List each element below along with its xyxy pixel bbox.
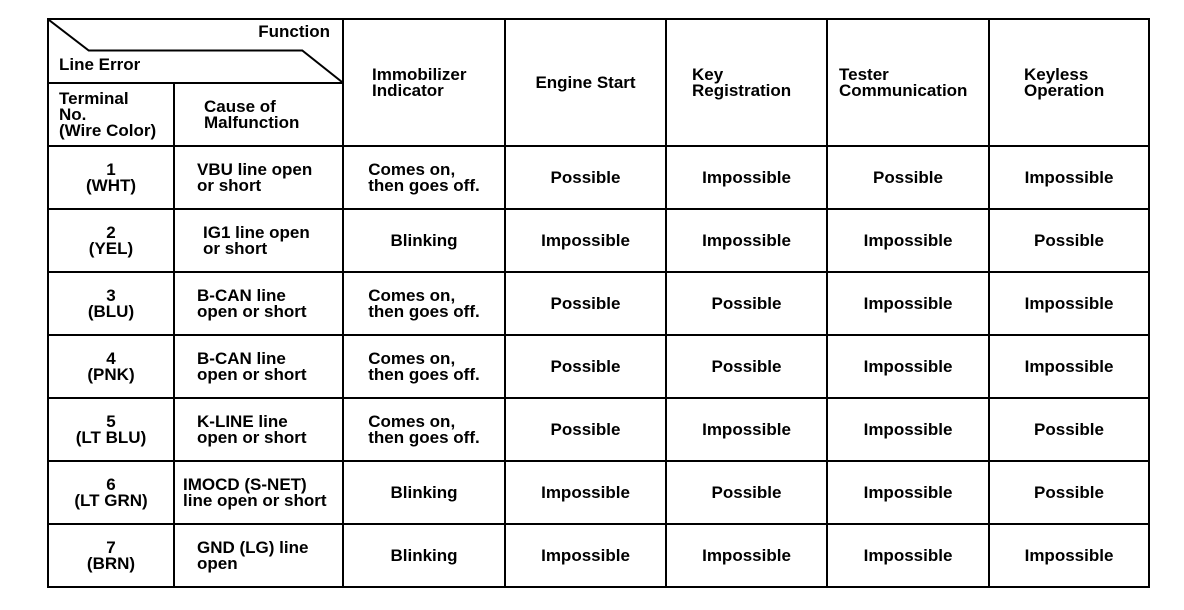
indicator-cell: Comes on, then goes off. xyxy=(343,146,505,209)
indicator-cell: Comes on, then goes off. xyxy=(343,272,505,335)
key-registration-cell: Possible xyxy=(666,335,827,398)
col-header-engine-start: Engine Start xyxy=(505,19,666,146)
function-label: Function xyxy=(258,22,330,41)
indicator-cell: Comes on, then goes off. xyxy=(343,398,505,461)
engine-start-cell: Possible xyxy=(505,146,666,209)
table-row xyxy=(48,146,1149,209)
col-header-indicator: Immobilizer Indicator xyxy=(343,19,505,146)
col-header-keyless-operation: Keyless Operation xyxy=(989,19,1149,146)
engine-start-cell: Possible xyxy=(505,398,666,461)
engine-start-cell: Possible xyxy=(505,335,666,398)
engine-start-cell: Impossible xyxy=(505,209,666,272)
keyless-operation-cell: Impossible xyxy=(989,272,1149,335)
keyless-operation-cell: Impossible xyxy=(989,335,1149,398)
cause-cell: IG1 line open or short xyxy=(174,209,343,272)
table-row xyxy=(48,272,1149,335)
cause-cell: B-CAN line open or short xyxy=(174,272,343,335)
indicator-cell: Blinking xyxy=(343,461,505,524)
terminal-cell: 2 (YEL) xyxy=(48,209,174,272)
cause-header: Cause of Malfunction xyxy=(174,83,343,146)
cause-cell: VBU line open or short xyxy=(174,146,343,209)
cause-cell: B-CAN line open or short xyxy=(174,335,343,398)
table-row xyxy=(48,461,1149,524)
table-row xyxy=(48,335,1149,398)
key-registration-cell: Impossible xyxy=(666,209,827,272)
keyless-operation-cell: Impossible xyxy=(989,524,1149,587)
engine-start-cell: Possible xyxy=(505,272,666,335)
corner-header-cell xyxy=(48,19,343,83)
table-row xyxy=(48,398,1149,461)
keyless-operation-cell: Possible xyxy=(989,209,1149,272)
keyless-operation-cell: Possible xyxy=(989,461,1149,524)
terminal-cell: 6 (LT GRN) xyxy=(48,461,174,524)
terminal-cell: 1 (WHT) xyxy=(48,146,174,209)
indicator-cell: Blinking xyxy=(343,209,505,272)
tester-communication-cell: Impossible xyxy=(827,272,989,335)
key-registration-cell: Impossible xyxy=(666,146,827,209)
line-error-label: Line Error xyxy=(59,55,141,74)
table-row xyxy=(48,209,1149,272)
key-registration-cell: Possible xyxy=(666,461,827,524)
tester-communication-cell: Possible xyxy=(827,146,989,209)
tester-communication-cell: Impossible xyxy=(827,461,989,524)
engine-start-cell: Impossible xyxy=(505,461,666,524)
table-row xyxy=(48,524,1149,587)
terminal-cell: 4 (PNK) xyxy=(48,335,174,398)
indicator-cell: Blinking xyxy=(343,524,505,587)
tester-communication-cell: Impossible xyxy=(827,398,989,461)
tester-communication-cell: Impossible xyxy=(827,209,989,272)
col-header-key-registration: Key Registration xyxy=(666,19,827,146)
line-error-table xyxy=(47,18,1150,588)
tester-communication-cell: Impossible xyxy=(827,335,989,398)
engine-start-cell: Impossible xyxy=(505,524,666,587)
key-registration-cell: Impossible xyxy=(666,398,827,461)
terminal-cell: 5 (LT BLU) xyxy=(48,398,174,461)
terminal-header: Terminal No. (Wire Color) xyxy=(48,83,174,146)
terminal-cell: 7 (BRN) xyxy=(48,524,174,587)
cause-cell: IMOCD (S-NET) line open or short xyxy=(174,461,343,524)
tester-communication-cell: Impossible xyxy=(827,524,989,587)
terminal-cell: 3 (BLU) xyxy=(48,272,174,335)
cause-cell: GND (LG) line open xyxy=(174,524,343,587)
cause-cell: K-LINE line open or short xyxy=(174,398,343,461)
col-header-tester-communication: Tester Communication xyxy=(827,19,989,146)
indicator-cell: Comes on, then goes off. xyxy=(343,335,505,398)
key-registration-cell: Possible xyxy=(666,272,827,335)
keyless-operation-cell: Possible xyxy=(989,398,1149,461)
key-registration-cell: Impossible xyxy=(666,524,827,587)
keyless-operation-cell: Impossible xyxy=(989,146,1149,209)
